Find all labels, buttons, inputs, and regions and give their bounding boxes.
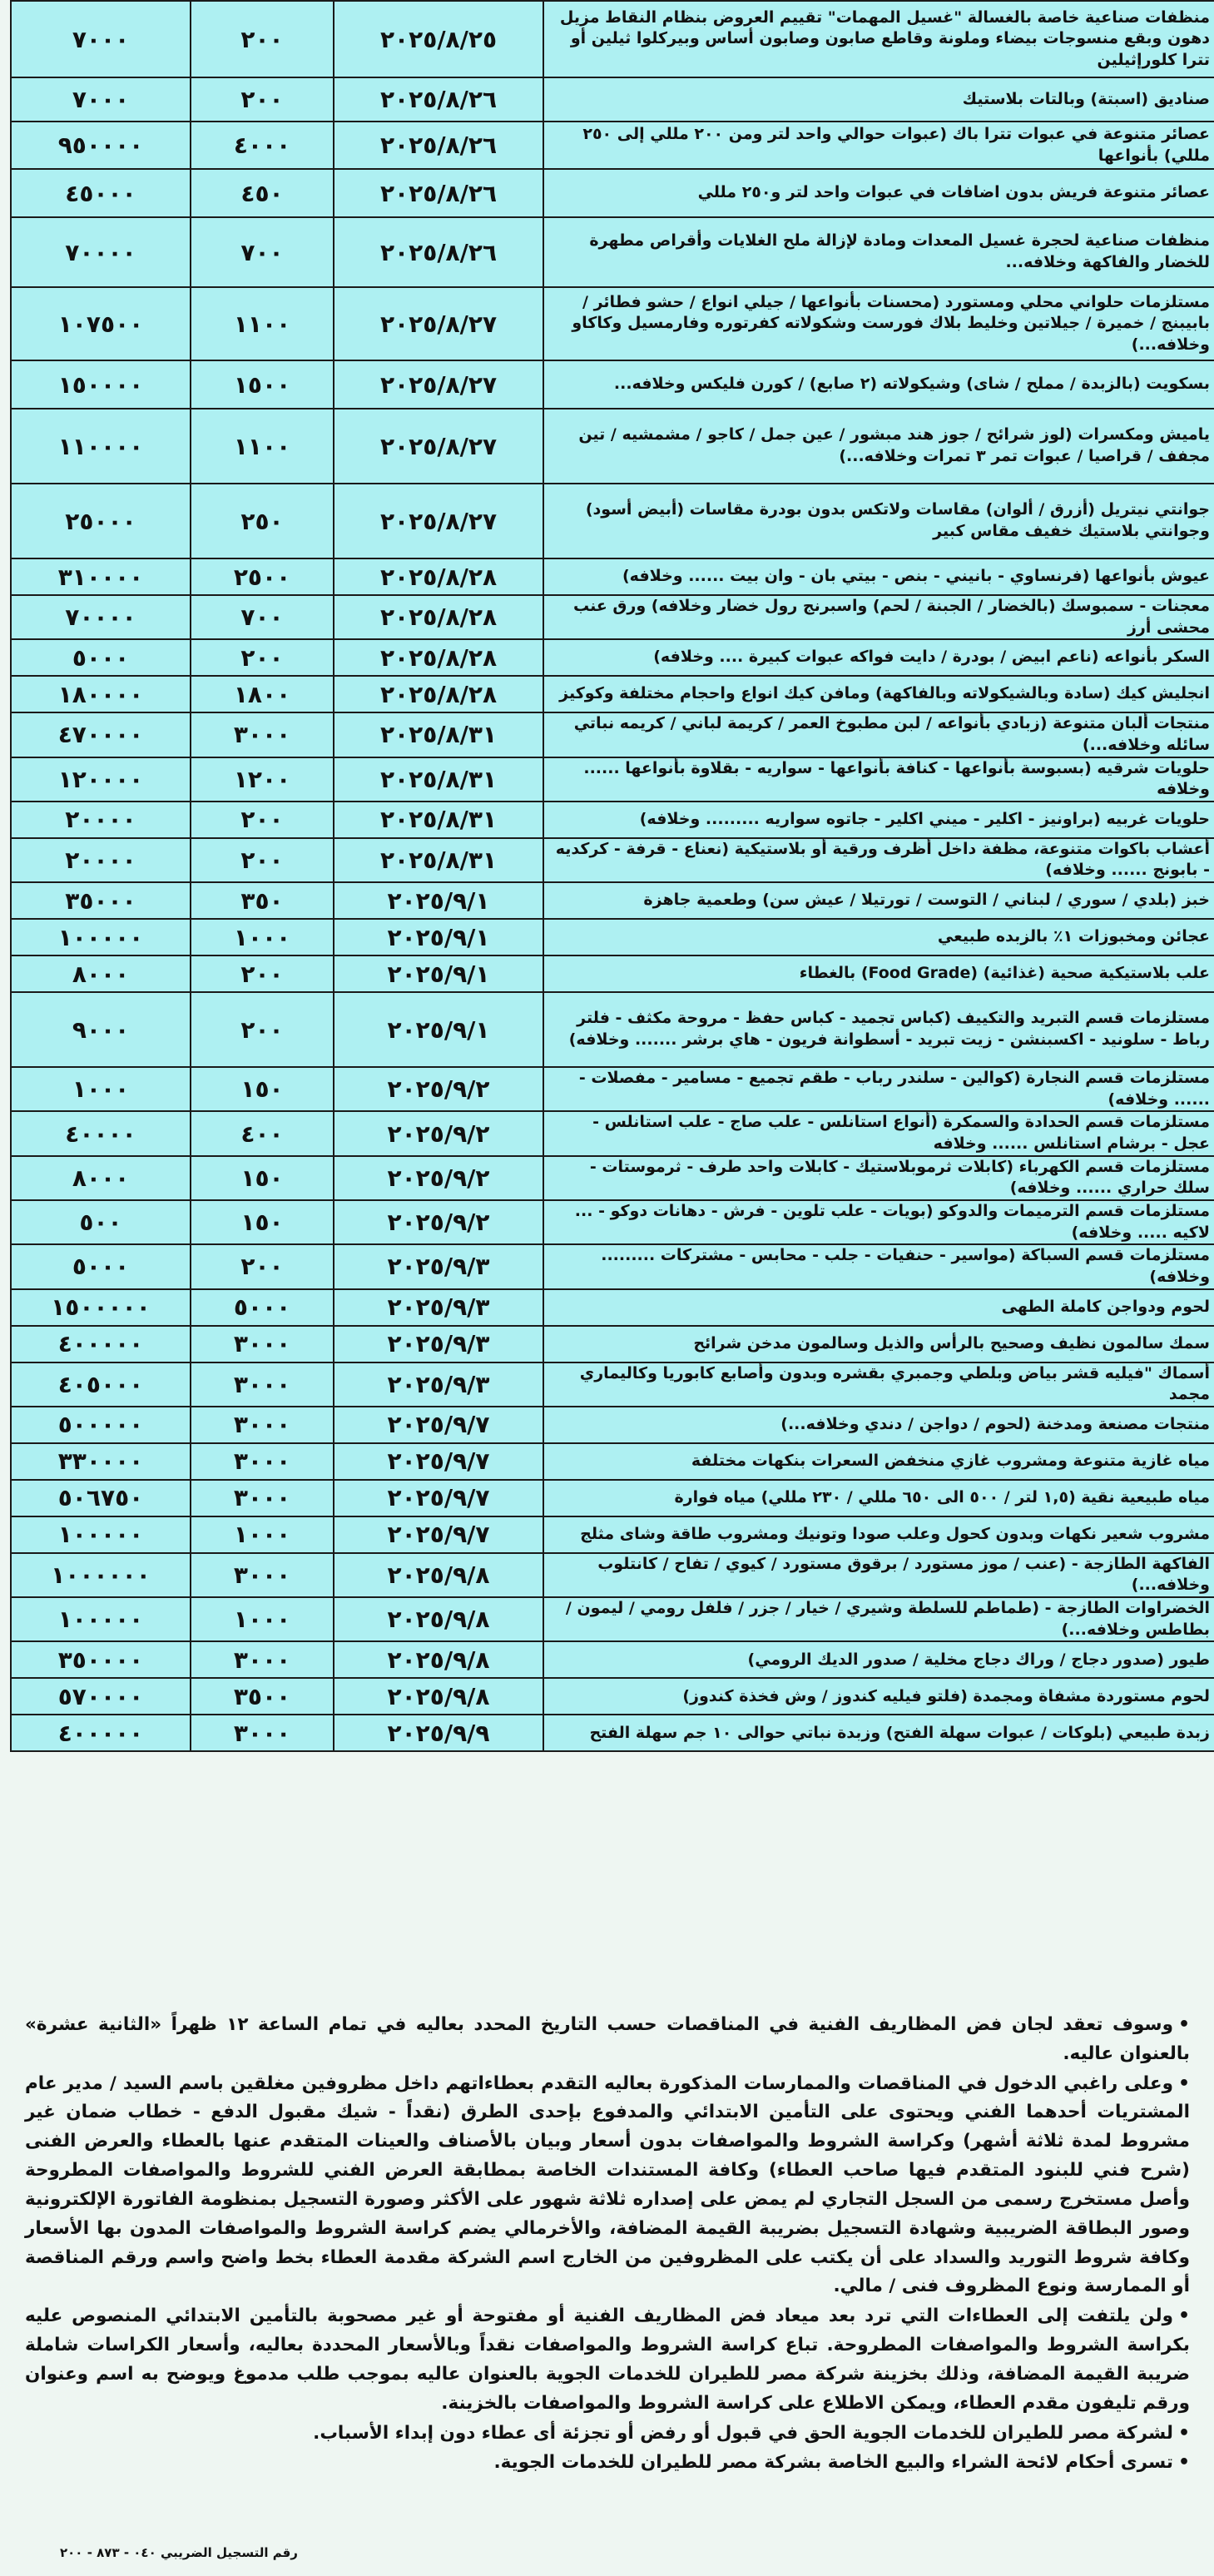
booklet-price: ٢٠٠ (191, 1, 334, 77)
booklet-price: ٢٠٠ (191, 838, 334, 882)
table-row (11, 287, 1214, 360)
booklet-price: ٢٠٠ (191, 77, 334, 122)
initial-insurance: ١٥٠٠٠٠٠ (11, 1289, 191, 1326)
initial-insurance: ١١٠٠٠٠ (11, 409, 191, 484)
table-row (11, 595, 1214, 639)
tender-description: صناديق (اسبتة) وبالتات بلاستيك (543, 77, 1214, 122)
table-row (11, 1641, 1214, 1678)
booklet-price: ٢٥٠ (191, 484, 334, 558)
opening-date: ٢٠٢٥/٨/٢٦ (334, 122, 543, 169)
table-row (11, 712, 1214, 757)
tender-description: أسماك "فيليه قشر بياض وبلطي وجمبري بقشره وبدون وأصابع كابوريا وكاليماري مجمد (543, 1362, 1214, 1407)
booklet-price: ١٥٠٠ (191, 360, 334, 409)
initial-insurance: ٤٠٠٠٠٠ (11, 1715, 191, 1751)
opening-date: ٢٠٢٥/٨/٢٥ (334, 1, 543, 77)
opening-date: ٢٠٢٥/٩/١ (334, 992, 543, 1067)
booklet-price: ٢٠٠ (191, 992, 334, 1067)
tender-description: مشروب شعير نكهات وبدون كحول وعلب صودا وتونيك ومشروب طاقة وشاى مثلج (543, 1516, 1214, 1553)
tender-description: حلويات غربيه (براونيز - اكلير - ميني اكلير - جاتوه سواريه ......... وخلافه) (543, 802, 1214, 838)
tender-description: ياميش ومكسرات (لوز شرائح / جوز هند مبشور / عين جمل / كاجو / مشمشيه / تين مجفف / قراصيا / عبوات تمر ٣ تمرات وخلافه...) (543, 409, 1214, 484)
initial-insurance: ١٠٠٠٠٠ (11, 1516, 191, 1553)
opening-date: ٢٠٢٥/٩/٧ (334, 1407, 543, 1443)
opening-date: ٢٠٢٥/٩/٨ (334, 1678, 543, 1715)
tax-registration-number: رقم التسجيل الضريبي ٠٤٠ - ٨٧٣ - ٢٠٠ (60, 2545, 298, 2560)
initial-insurance: ٧٠٠٠ (11, 77, 191, 122)
initial-insurance: ٤٠٠٠٠٠ (11, 1326, 191, 1362)
initial-insurance: ١٠٠٠٠٠ (11, 919, 191, 955)
opening-date: ٢٠٢٥/٩/٧ (334, 1443, 543, 1480)
initial-insurance: ٣٥٠٠٠ (11, 882, 191, 919)
table-row (11, 639, 1214, 676)
notes-section (25, 2010, 1190, 2478)
opening-date: ٢٠٢٥/٩/٩ (334, 1715, 543, 1751)
opening-date: ٢٠٢٥/٨/٣١ (334, 838, 543, 882)
initial-insurance: ٨٠٠٠ (11, 1156, 191, 1200)
tender-description: منتجات ألبان متنوعة (زبادي بأنواعه / لبن مطبوخ العمر / كريمة لباني / كريمه نباتي سائله وخلافه...) (543, 712, 1214, 757)
opening-date: ٢٠٢٥/٨/٢٨ (334, 558, 543, 595)
opening-date: ٢٠٢٥/٩/٢ (334, 1200, 543, 1244)
initial-insurance: ٧٠٠٠٠ (11, 217, 191, 287)
tender-description: مستلزمات قسم الحدادة والسمكرة (أنواع استانلس - علب صاج - علب استانلس - عجل - برشام استانلس ...... وخلافه (543, 1111, 1214, 1155)
tender-description: جوانتي نيتريل (أزرق / ألوان) مقاسات ولاتكس بدون بودرة مقاسات (أبيض أسود) وجوانتي بلاستيك خفيف مقاس كبير (543, 484, 1214, 558)
opening-date: ٢٠٢٥/٩/٢ (334, 1111, 543, 1155)
table-row (11, 1244, 1214, 1288)
note-paragraph: •لشركة مصر للطيران للخدمات الجوية الحق في قبول أو رفض أو تجزئة أى عطاء دون إبداء الأسباب. (313, 2422, 1190, 2444)
tender-description: خبز (بلدي / سوري / لبناني / التوست / تورتيلا / عيش سن) وطعمية جاهزة (543, 882, 1214, 919)
note-paragraph: •ولن يلتفت إلى العطاءات التي ترد بعد ميعاد فض المظاريف الفنية أو مفتوحة أو غير مصحوبة بالتأمين الابتدائي المنصوص عليه بكراسة الشروط والمواصفات المطروحة. تباع كراسة الشروط والمواصفات نقداً وبالأسعار المحددة بعاليه، وأسعار الكراسات شاملة ضريبة القيمة المضافة، وذلك بخزينة شركة مصر للطيران للخدمات الجوية بالعنوان عاليه بموجب طلب مدموغ ويوضح به اسم وعنوان ورقم تليفون مقدم العطاء، ويمكن الاطلاع على كراسة الشروط والمواصفات بالخزينة. (25, 2305, 1190, 2414)
opening-date: ٢٠٢٥/٩/٧ (334, 1516, 543, 1553)
opening-date: ٢٠٢٥/٨/٢٧ (334, 287, 543, 360)
initial-insurance: ٥٠٠ (11, 1200, 191, 1244)
opening-date: ٢٠٢٥/٩/٨ (334, 1553, 543, 1597)
tender-description: عصائر متنوعة في عبوات تترا باك (عبوات حوالي واحد لتر ومن ٢٠٠ مللي إلى ٢٥٠ مللي) بأنواعها (543, 122, 1214, 169)
table-row (11, 1715, 1214, 1751)
opening-date: ٢٠٢٥/٩/٨ (334, 1641, 543, 1678)
booklet-price: ١١٠٠ (191, 287, 334, 360)
table-row (11, 1678, 1214, 1715)
opening-date: ٢٠٢٥/٨/٣١ (334, 712, 543, 757)
initial-insurance: ٣٣٠٠٠٠ (11, 1443, 191, 1480)
opening-date: ٢٠٢٥/٨/٢٨ (334, 639, 543, 676)
table-row (11, 1516, 1214, 1553)
tender-description: منتجات مصنعة ومدخنة (لحوم / دواجن / دندي وخلافه...) (543, 1407, 1214, 1443)
initial-insurance: ٤٠٥٠٠٠ (11, 1362, 191, 1407)
note-paragraph: •وعلى راغبي الدخول في المناقصات والممارسات المذكورة بعاليه التقدم بعطاءاتهم داخل مظروفين مغلقين باسم السيد / مدير عام المشتريات أحدهما الفني ويحتوى على التأمين الابتدائي والمدفوع بإحدى الطرق (نقداً - شيك مقبول الدفع - خطاب ضمان غير مشروط لمدة ثلاثة أشهر) وكراسة الشروط والمواصفات بدون أسعار وبيان بالأصناف والعينات المتقدم عنها بالعطاء والعرض الفنى (شرح فني للبنود المتقدم فيها صاحب العطاء) وكافة المستندات الخاصة بمطابقة العرض الفني للشروط والمواصفات المطروحة وأصل مستخرج رسمى من السجل التجاري لم يمض على إصداره ثلاثة شهور على الأكثر وصورة التسجيل بمنظومة الفاتورة الإلكترونية وصور البطاقة الضريبية وشهادة التسجيل بضريبة القيمة المضافة، والأخرمالي يضم كراسة الشروط والمواصفات المدون بها الأسعار وكافة شروط التوريد والسداد على أن يكتب على المظروفين من الخارج اسم الشركة مقدمة العطاء بخط واضح واسم ورقم المناقصة أو الممارسة ونوع المظروف فنى / مالي. (25, 2072, 1190, 2297)
tender-description: الخضراوات الطازجة - (طماطم للسلطة وشيري / خيار / جزر / فلفل رومي / ليمون / بطاطس وخلافه...) (543, 1597, 1214, 1641)
initial-insurance: ٨٠٠٠ (11, 955, 191, 992)
tender-description: علب بلاستيكية صحية (غذائية) (Food Grade) بالغطاء (543, 955, 1214, 992)
tender-description: عصائر متنوعة فريش بدون اضافات في عبوات واحد لتر و٢٥٠ مللي (543, 169, 1214, 217)
initial-insurance: ٥٧٠٠٠٠ (11, 1678, 191, 1715)
tender-description: منظفات صناعية خاصة بالغسالة "غسيل المهمات" تقييم العروض بنظام النقاط مزيل دهون وبقع منسوجات بيضاء وملونة وقاطع صابون وصابون أساس وبيركلوا ثيلين أو تترا كلورإثيلين (543, 1, 1214, 77)
booklet-price: ٣٠٠٠ (191, 712, 334, 757)
booklet-price: ٢٠٠ (191, 639, 334, 676)
tender-description: السكر بأنواعه (ناعم ابيض / بودرة / دايت فواكه عبوات كبيرة .... وخلافه) (543, 639, 1214, 676)
opening-date: ٢٠٢٥/٩/٧ (334, 1480, 543, 1516)
booklet-price: ٧٠٠ (191, 217, 334, 287)
table-row (11, 802, 1214, 838)
tender-description: لحوم ودواجن كاملة الطهى (543, 1289, 1214, 1326)
table-row (11, 1326, 1214, 1362)
booklet-price: ٣٠٠٠ (191, 1553, 334, 1597)
initial-insurance: ٣١٠٠٠٠ (11, 558, 191, 595)
table-row (11, 1443, 1214, 1480)
initial-insurance: ٤٧٠٠٠٠ (11, 712, 191, 757)
opening-date: ٢٠٢٥/٩/٣ (334, 1326, 543, 1362)
initial-insurance: ٣٥٠٠٠٠ (11, 1641, 191, 1678)
tender-description: زبدة طبيعي (بلوكات / عبوات سهلة الفتح) وزبدة نباتي حوالى ١٠ جم سهلة الفتح (543, 1715, 1214, 1751)
tender-description: سمك سالمون نظيف وصحيح بالرأس والذيل وسالمون مدخن شرائح (543, 1326, 1214, 1362)
booklet-price: ١١٠٠ (191, 409, 334, 484)
initial-insurance: ١٢٠٠٠٠ (11, 757, 191, 802)
initial-insurance: ٢٥٠٠٠ (11, 484, 191, 558)
initial-insurance: ١٥٠٠٠٠ (11, 360, 191, 409)
booklet-price: ٥٠٠٠ (191, 1289, 334, 1326)
booklet-price: ١٠٠٠ (191, 919, 334, 955)
table-row (11, 1111, 1214, 1155)
booklet-price: ٧٠٠ (191, 595, 334, 639)
tender-description: منظفات صناعية لحجرة غسيل المعدات ومادة لإزالة ملح الغلايات وأقراص مطهرة للخضار والفاكهة وخلافه... (543, 217, 1214, 287)
table-row (11, 882, 1214, 919)
table-row (11, 1553, 1214, 1597)
table-row (11, 77, 1214, 122)
initial-insurance: ٥٠٠٠ (11, 639, 191, 676)
opening-date: ٢٠٢٥/٨/٢٦ (334, 217, 543, 287)
table-row (11, 409, 1214, 484)
table-row (11, 757, 1214, 802)
initial-insurance: ١٠٠٠ (11, 1067, 191, 1111)
opening-date: ٢٠٢٥/٩/١ (334, 882, 543, 919)
booklet-price: ٣٠٠٠ (191, 1362, 334, 1407)
initial-insurance: ٤٥٠٠٠ (11, 169, 191, 217)
initial-insurance: ٩٠٠٠ (11, 992, 191, 1067)
initial-insurance: ٥٠٦٧٥٠ (11, 1480, 191, 1516)
table-row (11, 1067, 1214, 1111)
initial-insurance: ٧٠٠٠ (11, 1, 191, 77)
initial-insurance: ٧٠٠٠٠ (11, 595, 191, 639)
tender-description: بسكويت (بالزبدة / مملح / شاى) وشيكولاته (٢ صابع) / كورن فليكس وخلافه... (543, 360, 1214, 409)
opening-date: ٢٠٢٥/٩/٣ (334, 1244, 543, 1288)
opening-date: ٢٠٢٥/٨/٢٨ (334, 595, 543, 639)
opening-date: ٢٠٢٥/٨/٢٧ (334, 484, 543, 558)
booklet-price: ٤٠٠٠ (191, 122, 334, 169)
booklet-price: ٣٥٠٠ (191, 1678, 334, 1715)
tender-description: مياه غازية متنوعة ومشروب غازي منخفض السعرات بنكهات مختلفة (543, 1443, 1214, 1480)
note-paragraph: •وسوف تعقد لجان فض المظاريف الفنية في المناقصات حسب التاريخ المحدد بعاليه في تمام الساعة ١٢ ظهراً «الثانية عشرة» بالعنوان عاليه. (25, 2014, 1190, 2064)
table-row (11, 484, 1214, 558)
table-row (11, 1200, 1214, 1244)
table-row (11, 1289, 1214, 1326)
tender-description: حلويات شرقيه (بسبوسة بأنواعها - كنافة بأنواعها - سواريه - بقلاوة بأنواعها ...... وخلافه (543, 757, 1214, 802)
opening-date: ٢٠٢٥/٨/٢٦ (334, 169, 543, 217)
tender-description: عجائن ومخبوزات ١٪ بالزبده طبيعي (543, 919, 1214, 955)
table-row (11, 992, 1214, 1067)
booklet-price: ١٥٠ (191, 1067, 334, 1111)
tender-description: مستلزمات قسم الترميمات والدوكو (بويات - علب تلوين - فرش - دهانات دوكو - ... لاكيه ..... وخلافه) (543, 1200, 1214, 1244)
table-row (11, 676, 1214, 712)
tender-description: معجنات - سمبوسك (بالخضار / الجبنة / لحم) واسبرنج رول خضار وخلافه) ورق عنب محشى أرز (543, 595, 1214, 639)
initial-insurance: ٩٥٠٠٠٠ (11, 122, 191, 169)
opening-date: ٢٠٢٥/٨/٣١ (334, 757, 543, 802)
booklet-price: ٣٠٠٠ (191, 1480, 334, 1516)
tender-description: مستلزمات قسم السباكة (مواسير - حنفيات - جلب - محابس - مشتركات ......... وخلافه) (543, 1244, 1214, 1288)
opening-date: ٢٠٢٥/٩/١ (334, 955, 543, 992)
booklet-price: ٢٠٠ (191, 802, 334, 838)
booklet-price: ٣٠٠٠ (191, 1715, 334, 1751)
tender-description: الفاكهة الطازجة - (عنب / موز مستورد / برقوق مستورد / كيوي / تفاح / كانتلوب وخلافه...) (543, 1553, 1214, 1597)
booklet-price: ٣٠٠٠ (191, 1641, 334, 1678)
initial-insurance: ١٠٠٠٠٠٠ (11, 1553, 191, 1597)
note-paragraph: •تسرى أحكام لائحة الشراء والبيع الخاصة بشركة مصر للطيران للخدمات الجوية. (493, 2452, 1190, 2474)
opening-date: ٢٠٢٥/٨/٢٧ (334, 409, 543, 484)
tender-description: أعشاب باكوات متنوعة، مظفة داخل أظرف ورقية أو بلاستيكية (نعناع - قرفة - كركديه - بابونج ...... وخلافه) (543, 838, 1214, 882)
booklet-price: ١٢٠٠ (191, 757, 334, 802)
initial-insurance: ٢٠٠٠٠ (11, 802, 191, 838)
booklet-price: ٣٠٠٠ (191, 1443, 334, 1480)
initial-insurance: ٥٠٠٠ (11, 1244, 191, 1288)
booklet-price: ٣٠٠٠ (191, 1326, 334, 1362)
table-row (11, 1407, 1214, 1443)
table-row (11, 1, 1214, 77)
booklet-price: ٤٥٠ (191, 169, 334, 217)
table-row (11, 1362, 1214, 1407)
table-row (11, 169, 1214, 217)
table-row (11, 1597, 1214, 1641)
table-row (11, 1480, 1214, 1516)
booklet-price: ١٠٠٠ (191, 1516, 334, 1553)
booklet-price: ٣٥٠ (191, 882, 334, 919)
opening-date: ٢٠٢٥/٩/١ (334, 919, 543, 955)
table-row (11, 955, 1214, 992)
tenders-table (10, 0, 1214, 1752)
booklet-price: ١٠٠٠ (191, 1597, 334, 1641)
tender-description: عيوش بأنواعها (فرنساوي - بانيني - بنص - بيتي بان - وان بيت ...... وخلافه) (543, 558, 1214, 595)
booklet-price: ٢٠٠ (191, 1244, 334, 1288)
tender-description: لحوم مستوردة مشفاة ومجمدة (فلتو فيليه كندوز / وش فخذة كندوز) (543, 1678, 1214, 1715)
table-row (11, 217, 1214, 287)
tender-description: مستلزمات قسم الكهرباء (كابلات ثرموبلاستيك - كابلات واحد طرف - ثرموستات - سلك حراري ...... وخلافه) (543, 1156, 1214, 1200)
opening-date: ٢٠٢٥/٨/٢٦ (334, 77, 543, 122)
initial-insurance: ٤٠٠٠٠ (11, 1111, 191, 1155)
table-row (11, 360, 1214, 409)
opening-date: ٢٠٢٥/٩/٨ (334, 1597, 543, 1641)
table-row (11, 838, 1214, 882)
booklet-price: ١٥٠ (191, 1200, 334, 1244)
opening-date: ٢٠٢٥/٩/٣ (334, 1362, 543, 1407)
opening-date: ٢٠٢٥/٩/٣ (334, 1289, 543, 1326)
table-row (11, 919, 1214, 955)
initial-insurance: ٢٠٠٠٠ (11, 838, 191, 882)
initial-insurance: ٥٠٠٠٠٠ (11, 1407, 191, 1443)
booklet-price: ١٨٠٠ (191, 676, 334, 712)
table-row (11, 558, 1214, 595)
tender-description: مياه طبيعية نقية (١,٥ لتر / ٥٠٠ الى ٦٥٠ مللي / ٢٣٠ مللي) مياه فوارة (543, 1480, 1214, 1516)
tender-ad-page (10, 0, 1210, 2576)
tender-description: انجليش كيك (سادة وبالشيكولاته وبالفاكهة) ومافن كيك انواع واحجام مختلفة وكوكيز (543, 676, 1214, 712)
tender-description: مستلزمات قسم التبريد والتكييف (كباس تجميد - كباس حفظ - مروحة مكثف - فلتر رباط - سلونيد - اكسبنشن - زيت تبريد - أسطوانة فريون - هاي برشر ....... وخلافه) (543, 992, 1214, 1067)
initial-insurance: ١٠٠٠٠٠ (11, 1597, 191, 1641)
opening-date: ٢٠٢٥/٨/٢٨ (334, 676, 543, 712)
opening-date: ٢٠٢٥/٩/٢ (334, 1156, 543, 1200)
booklet-price: ٢٥٠٠ (191, 558, 334, 595)
booklet-price: ٢٠٠ (191, 955, 334, 992)
opening-date: ٢٠٢٥/٨/٢٧ (334, 360, 543, 409)
table-row (11, 122, 1214, 169)
booklet-price: ٣٠٠٠ (191, 1407, 334, 1443)
tender-description: مستلزمات حلواني محلي ومستورد (محسنات بأنواعها / جيلي انواع / حشو فطائر / بابيبنج / خميرة / جيلاتين وخليط بلاك فورست وشكولاته كفرتوره وفارمسيل وكاكاو وخلافه...) (543, 287, 1214, 360)
booklet-price: ١٥٠ (191, 1156, 334, 1200)
initial-insurance: ١٠٧٥٠٠ (11, 287, 191, 360)
opening-date: ٢٠٢٥/٩/٢ (334, 1067, 543, 1111)
tender-description: مستلزمات قسم النجارة (كوالين - سلندر رباب - طقم تجميع - مسامير - مفصلات - ...... وخلافه) (543, 1067, 1214, 1111)
table-row (11, 1156, 1214, 1200)
tender-description: طيور (صدور دجاج / وراك دجاج مخلية / صدور الديك الرومي) (543, 1641, 1214, 1678)
booklet-price: ٤٠٠ (191, 1111, 334, 1155)
initial-insurance: ١٨٠٠٠٠ (11, 676, 191, 712)
opening-date: ٢٠٢٥/٨/٣١ (334, 802, 543, 838)
